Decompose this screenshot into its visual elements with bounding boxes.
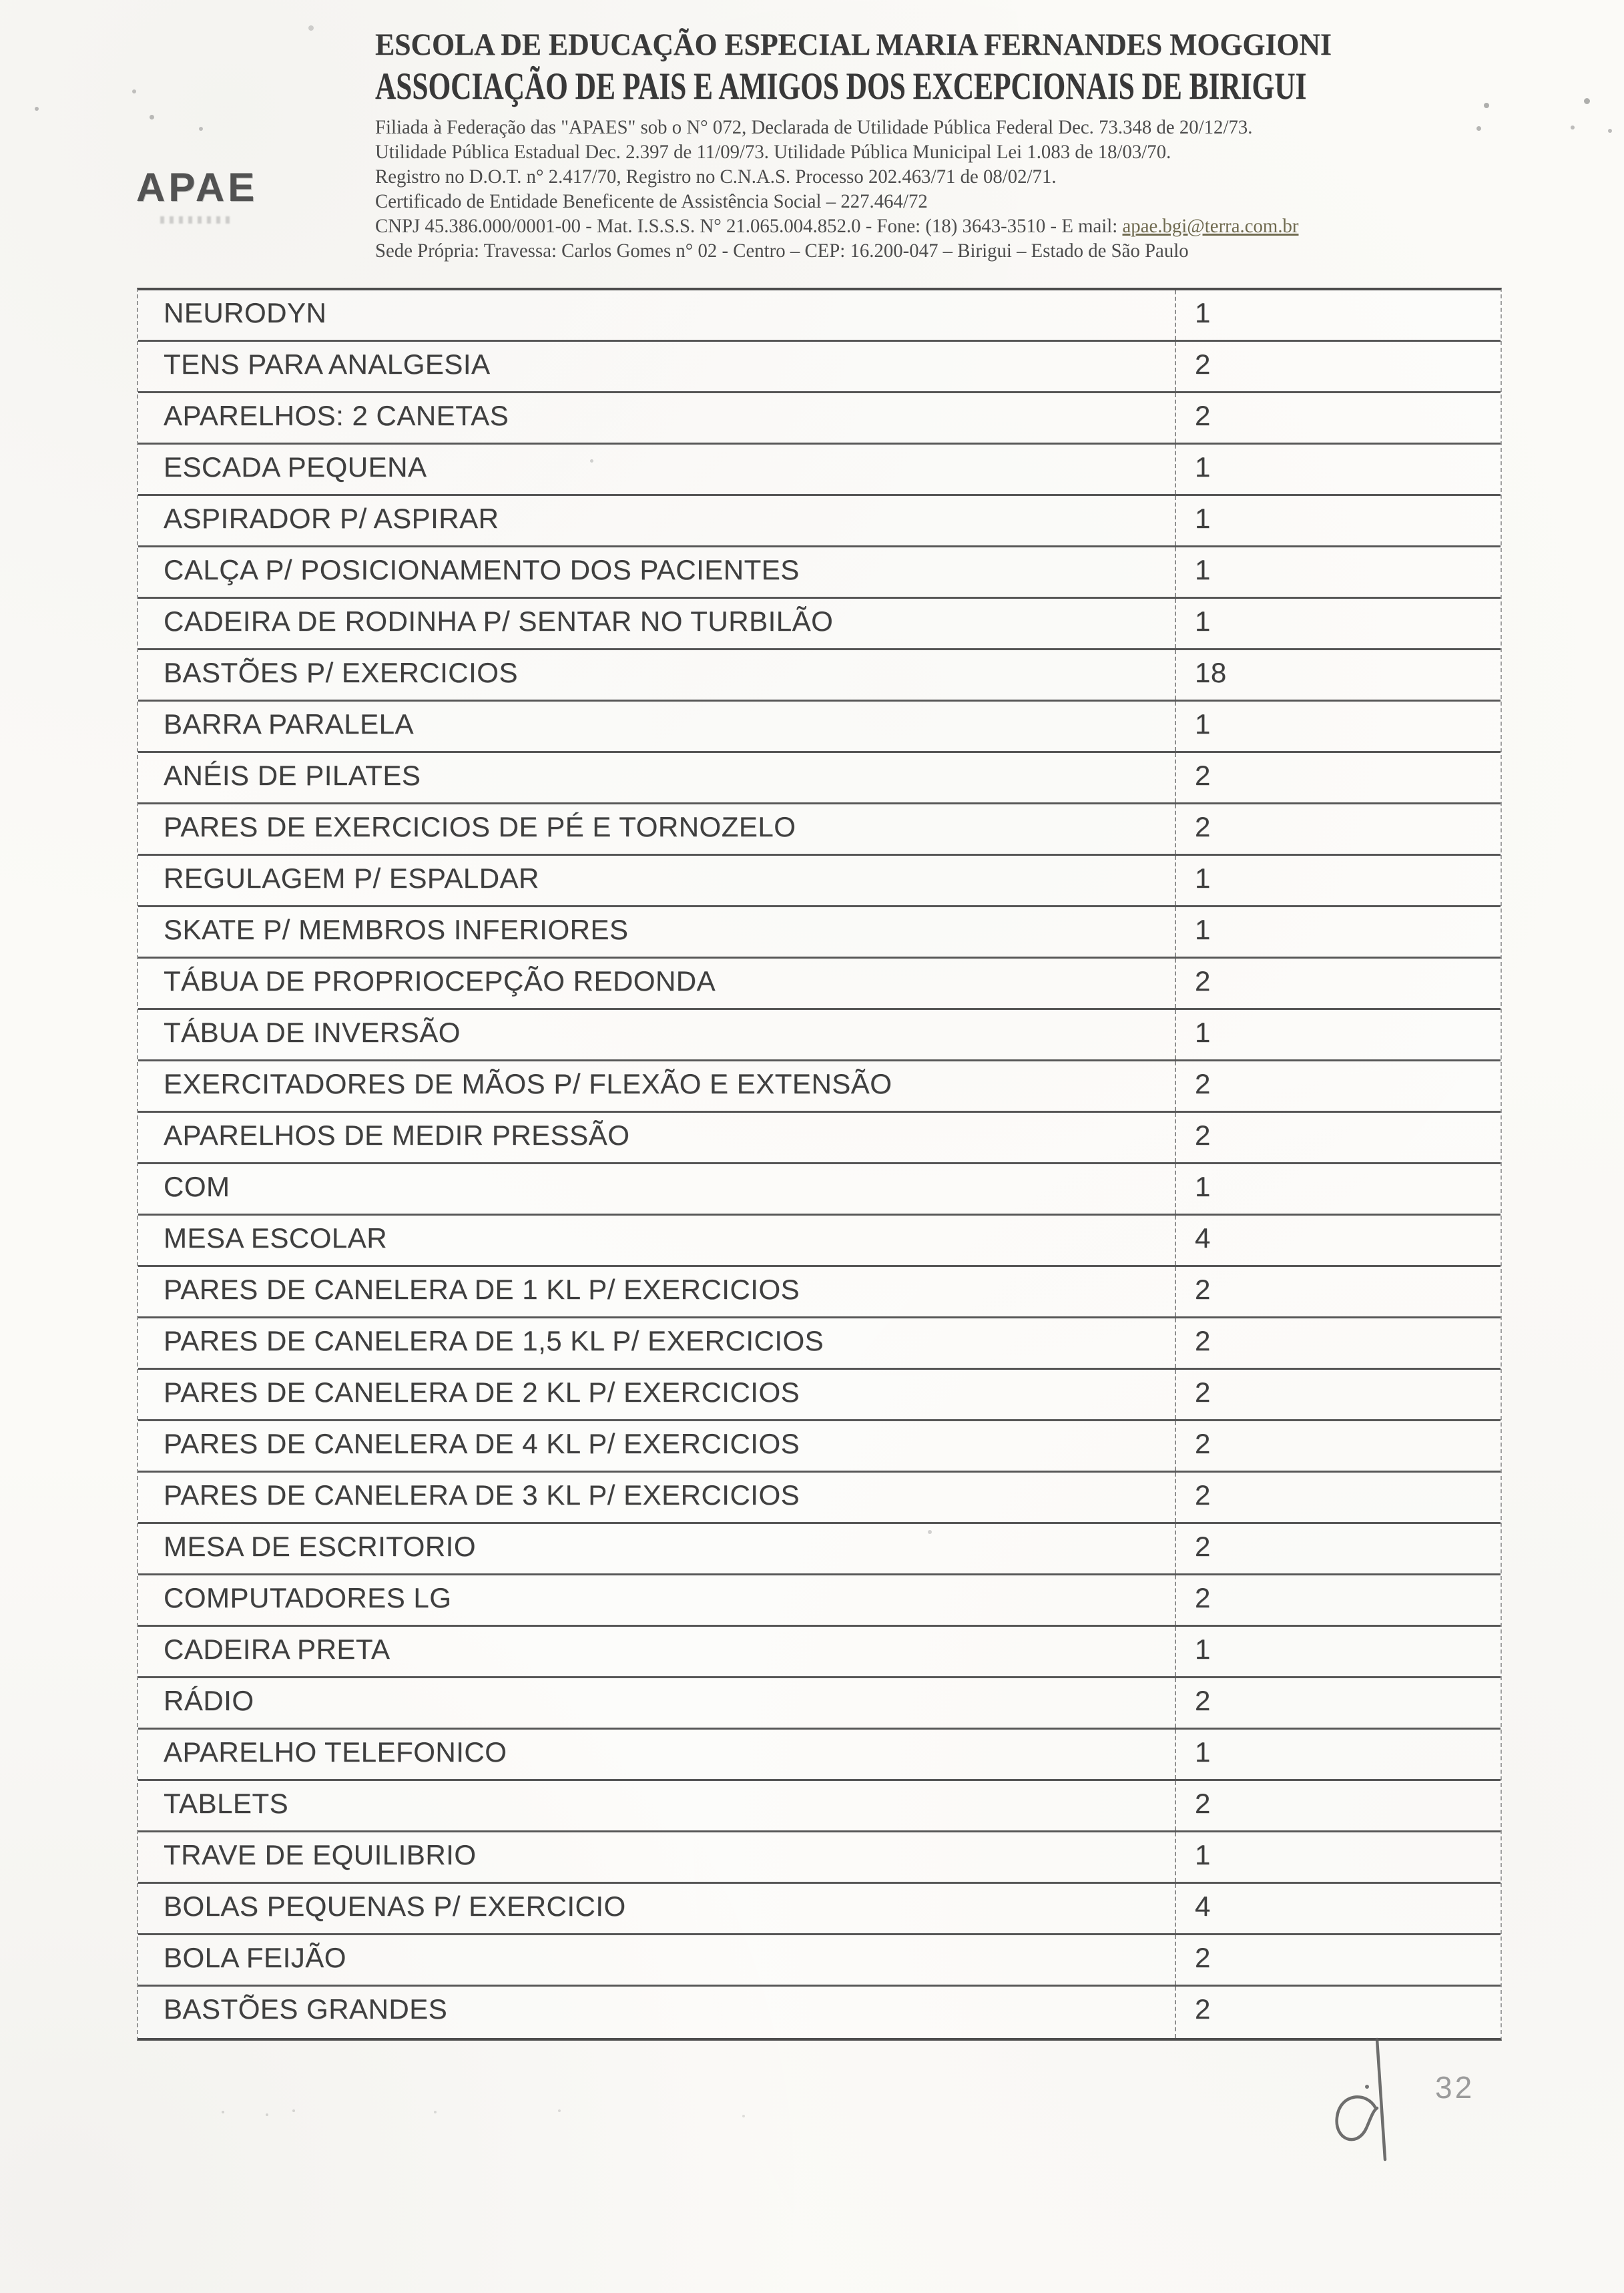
item-cell: CALÇA P/ POSICIONAMENTO DOS PACIENTES [164,554,800,585]
qty-cell: 18 [1175,650,1501,700]
table-row [138,393,1501,445]
qty-cell: 1 [1175,1164,1501,1214]
page-number: 32 [1435,2070,1475,2105]
scan-speck [434,2111,437,2113]
letterhead-detail-endereco: Sede Própria: Travessa: Carlos Gomes n° 02 - Centro – CEP: 16.200-047 – Birigui – Estado de São Paulo [375,240,1189,262]
scan-speck [1476,126,1481,131]
qty-cell: 1 [1175,1832,1501,1882]
qty-cell: 4 [1175,1884,1501,1933]
item-cell: TENS PARA ANALGESIA [164,348,491,380]
item-cell: PARES DE CANELERA DE 2 KL P/ EXERCICIOS [164,1376,800,1408]
table-row [138,804,1501,856]
qty-cell: 1 [1175,1730,1501,1779]
scan-speck [199,127,203,131]
scan-speck [292,2109,295,2112]
qty-cell: 1 [1175,907,1501,957]
table-row [138,907,1501,959]
table-row [138,1832,1501,1884]
scan-speck [132,89,136,93]
scan-speck [308,25,314,31]
table-row [138,1884,1501,1935]
item-cell: ESCADA PEQUENA [164,451,427,483]
scan-speck [1571,125,1575,130]
item-cell: BARRA PARALELA [164,708,415,740]
item-cell: COM [164,1171,230,1202]
item-cell: APARELHO TELEFONICO [164,1736,507,1768]
item-cell: APARELHOS DE MEDIR PRESSÃO [164,1119,630,1151]
item-cell: PARES DE EXERCICIOS DE PÉ E TORNOZELO [164,811,796,842]
qty-cell: 2 [1175,393,1501,443]
item-cell: CADEIRA DE RODINHA P/ SENTAR NO TURBILÃO [164,605,834,637]
qty-cell: 1 [1175,445,1501,494]
table-row [138,1318,1501,1370]
letterhead [375,27,1497,263]
cnpj-fone-text: CNPJ 45.386.000/0001-00 - Mat. I.S.S.S. N° 21.065.004.852.0 - Fone: (18) 3643-3510 - E mail: [375,215,1123,237]
table-row [138,1061,1501,1113]
table-row [138,496,1501,547]
table-row [138,1473,1501,1524]
table-row [138,1678,1501,1730]
item-cell: EXERCITADORES DE MÃOS P/ FLEXÃO E EXTENSÃO [164,1068,892,1099]
qty-cell: 2 [1175,1575,1501,1625]
item-cell: BOLA FEIJÃO [164,1942,346,1973]
table-row [138,1987,1501,2038]
handwritten-signature-mark [1325,2023,1525,2176]
letterhead-detail-federacao: Filiada à Federação das "APAES" sob o N° 072, Declarada de Utilidade Pública Federal Dec. 73.348 de 20/12/73. [375,116,1253,138]
table-row [138,1010,1501,1061]
table-row [138,1730,1501,1781]
qty-cell: 2 [1175,804,1501,854]
email-text: apae.bgi@terra.com.br [1122,215,1299,237]
qty-cell: 2 [1175,1524,1501,1573]
scan-speck [1608,129,1612,133]
table-row [138,959,1501,1010]
table-row [138,1627,1501,1678]
letterhead-details [375,115,1497,263]
qty-cell: 1 [1175,856,1501,905]
letterhead-detail-certificado: Certificado de Entidade Beneficente de Assistência Social – 227.464/72 [375,190,928,212]
table-row [138,547,1501,599]
item-cell: RÁDIO [164,1685,254,1716]
logo-subtext-smudge [160,216,235,224]
table-row [138,1524,1501,1575]
scan-speck [1484,103,1489,108]
qty-cell: 1 [1175,496,1501,545]
qty-cell: 2 [1175,1061,1501,1111]
qty-cell: 2 [1175,753,1501,802]
qty-cell: 2 [1175,1113,1501,1162]
table-row [138,1370,1501,1421]
item-cell: ANÉIS DE PILATES [164,760,421,791]
qty-cell: 2 [1175,1935,1501,1985]
item-cell: BASTÕES P/ EXERCICIOS [164,657,518,688]
table-row [138,1267,1501,1318]
table-row [138,445,1501,496]
table-row [138,702,1501,753]
qty-cell: 2 [1175,342,1501,391]
item-cell: REGULAGEM P/ ESPALDAR [164,862,539,894]
item-cell: PARES DE CANELERA DE 4 KL P/ EXERCICIOS [164,1428,800,1459]
table-row [138,1781,1501,1832]
qty-cell: 2 [1175,1987,1501,2038]
table-row [138,753,1501,804]
item-cell: TRAVE DE EQUILIBRIO [164,1839,477,1870]
table-row [138,290,1501,342]
qty-cell: 2 [1175,1421,1501,1471]
qty-cell: 1 [1175,1627,1501,1676]
table-row [138,1216,1501,1267]
table-row [138,1113,1501,1164]
table-row [138,650,1501,702]
qty-cell: 1 [1175,290,1501,340]
scan-speck [590,459,593,463]
letterhead-detail-cnpj [375,214,1452,238]
qty-cell: 2 [1175,1678,1501,1728]
table-row [138,856,1501,907]
item-cell: PARES DE CANELERA DE 1 KL P/ EXERCICIOS [164,1274,800,1305]
item-cell: APARELHOS: 2 CANETAS [164,400,509,431]
table-row [138,342,1501,393]
item-cell: TABLETS [164,1788,289,1819]
item-cell: ASPIRADOR P/ ASPIRAR [164,503,499,534]
scan-speck [742,2115,745,2117]
qty-cell: 2 [1175,1318,1501,1368]
letterhead-detail-registro: Registro no D.O.T. n° 2.417/70, Registro no C.N.A.S. Processo 202.463/71 de 08/02/71. [375,166,1057,188]
item-cell: PARES DE CANELERA DE 1,5 KL P/ EXERCICIOS [164,1325,824,1356]
qty-cell: 2 [1175,1370,1501,1419]
school-name: ESCOLA DE EDUCAÇÃO ESPECIAL MARIA FERNANDES MOGGIONI [375,27,1332,62]
item-cell: CADEIRA PRETA [164,1633,390,1665]
scan-speck [35,107,39,111]
qty-cell: 2 [1175,1267,1501,1316]
apae-logo: APAE [136,165,258,210]
item-cell: TÁBUA DE PROPRIOCEPÇÃO REDONDA [164,965,716,997]
table-row [138,1575,1501,1627]
item-cell: TÁBUA DE INVERSÃO [164,1017,461,1048]
scan-speck [1584,98,1590,104]
inventory-table [137,288,1502,2041]
letterhead-detail-utilidade: Utilidade Pública Estadual Dec. 2.397 de 11/09/73. Utilidade Pública Municipal Lei 1.083 de 18/03/70. [375,141,1171,163]
table-row [138,1421,1501,1473]
item-cell: NEURODYN [164,297,327,328]
qty-cell: 2 [1175,1473,1501,1522]
item-cell: PARES DE CANELERA DE 3 KL P/ EXERCICIOS [164,1479,800,1511]
scan-speck [928,1530,932,1534]
item-cell: BOLAS PEQUENAS P/ EXERCICIO [164,1890,626,1922]
qty-cell: 1 [1175,599,1501,648]
scan-speck [222,2111,224,2113]
qty-cell: 2 [1175,959,1501,1008]
item-cell: SKATE P/ MEMBROS INFERIORES [164,914,629,945]
table-row [138,1164,1501,1216]
table-row [138,599,1501,650]
qty-cell: 4 [1175,1216,1501,1265]
qty-cell: 1 [1175,702,1501,751]
qty-cell: 1 [1175,547,1501,597]
item-cell: MESA ESCOLAR [164,1222,388,1254]
item-cell: COMPUTADORES LG [164,1582,452,1613]
item-cell: BASTÕES GRANDES [164,1993,448,2025]
qty-cell: 1 [1175,1010,1501,1059]
table-row [138,1935,1501,1987]
scan-speck [558,2109,561,2112]
item-cell: MESA DE ESCRITORIO [164,1531,476,1562]
qty-cell: 2 [1175,1781,1501,1830]
association-name: ASSOCIAÇÃO DE PAIS E AMIGOS DOS EXCEPCIONAIS DE BIRIGUI [375,65,1307,107]
scan-speck [150,115,154,119]
scan-speck [266,2113,268,2116]
